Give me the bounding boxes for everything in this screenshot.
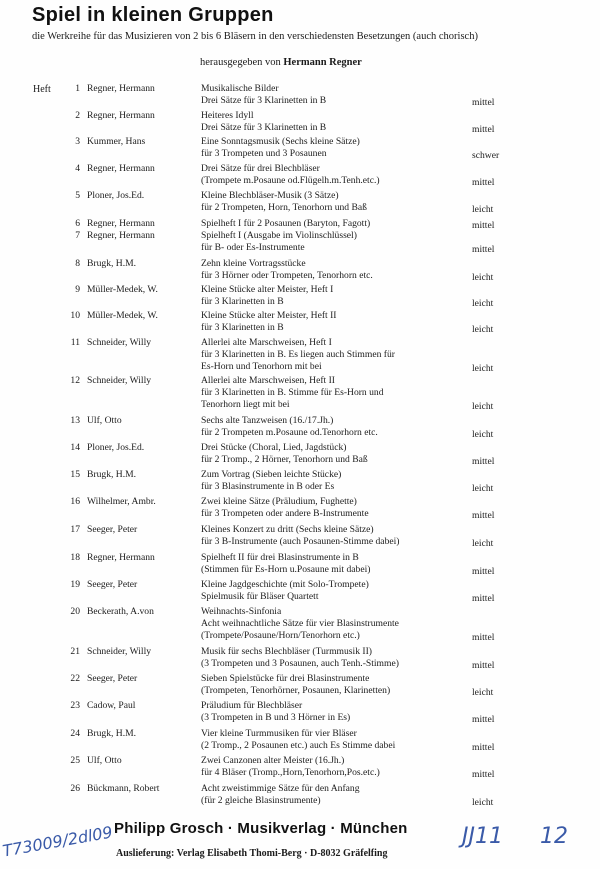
entry-work-line: für B- oder Es-Instrumente bbox=[201, 242, 305, 253]
entry-work bbox=[201, 755, 471, 779]
entry-work bbox=[201, 284, 471, 308]
entry-number: 17 bbox=[70, 524, 80, 535]
entry-work bbox=[201, 728, 471, 752]
entry-composer: Regner, Hermann bbox=[87, 163, 155, 174]
entry-composer: Cadow, Paul bbox=[87, 700, 136, 711]
entry-work-line: für 3 Trompeten und 3 Posaunen bbox=[201, 148, 327, 159]
editor-line bbox=[200, 57, 362, 68]
entry-difficulty: leicht bbox=[472, 687, 494, 698]
entry-number: 26 bbox=[70, 783, 80, 794]
entry-composer: Regner, Hermann bbox=[87, 218, 155, 229]
entry-composer: Müller-Medek, W. bbox=[87, 284, 158, 295]
entry-number: 9 bbox=[75, 284, 80, 295]
entry-composer: Ploner, Jos.Ed. bbox=[87, 190, 145, 201]
entry-work-line: (3 Trompeten und 3 Posaunen, auch Tenh.-Stimme) bbox=[201, 658, 399, 669]
entry-difficulty: leicht bbox=[472, 483, 494, 494]
entry-composer: Regner, Hermann bbox=[87, 230, 155, 241]
entry-number: 4 bbox=[75, 163, 80, 174]
entry-difficulty: mittel bbox=[472, 456, 495, 467]
entry-work-line: Drei Sätze für 3 Klarinetten in B bbox=[201, 95, 327, 106]
publisher-line: Philipp Grosch · Musikverlag · München bbox=[114, 820, 408, 837]
entry-composer: Brugk, H.M. bbox=[87, 469, 137, 480]
entry-work-line: Drei Stücke (Choral, Lied, Jagdstück) bbox=[201, 442, 347, 453]
entry-work bbox=[201, 496, 471, 520]
handwritten-inventory-number: T73009/2dl09 bbox=[1, 822, 115, 861]
entry-work bbox=[201, 230, 471, 254]
entry-work bbox=[201, 579, 471, 603]
entry-number: 18 bbox=[70, 552, 80, 563]
entry-work-line: Eine Sonntagsmusik (Sechs kleine Sätze) bbox=[201, 136, 360, 147]
entry-work-line: Präludium für Blechbläser bbox=[201, 700, 303, 711]
entry-work-line: Weihnachts-Sinfonia bbox=[201, 606, 282, 617]
entry-work bbox=[201, 700, 471, 724]
heft-label: Heft bbox=[33, 84, 51, 95]
entry-number: 1 bbox=[75, 83, 80, 94]
entry-number: 19 bbox=[70, 579, 80, 590]
entry-difficulty: leicht bbox=[472, 363, 494, 374]
entry-composer: Ulf, Otto bbox=[87, 755, 122, 766]
entry-number: 15 bbox=[70, 469, 80, 480]
entry-composer: Beckerath, A.von bbox=[87, 606, 154, 617]
entry-work-line: Kleines Konzert zu dritt (Sechs kleine Sätze) bbox=[201, 524, 374, 535]
entry-work bbox=[201, 258, 471, 282]
entry-composer: Bückmann, Robert bbox=[87, 783, 160, 794]
entry-work-line: Zehn kleine Vortragsstücke bbox=[201, 258, 306, 269]
entry-number: 11 bbox=[70, 337, 80, 348]
entry-work-line: für 3 B-Instrumente (auch Posaunen-Stimme dabei) bbox=[201, 536, 400, 547]
entry-composer: Schneider, Willy bbox=[87, 337, 152, 348]
entry-difficulty: mittel bbox=[472, 244, 495, 255]
entry-work bbox=[201, 163, 471, 187]
entry-difficulty: mittel bbox=[472, 177, 495, 188]
entry-work bbox=[201, 110, 471, 134]
editor-name: Hermann Regner bbox=[283, 57, 362, 68]
entry-work-line: Kleine Stücke alter Meister, Heft I bbox=[201, 284, 334, 295]
entry-composer: Ploner, Jos.Ed. bbox=[87, 442, 145, 453]
entry-work-line: Kleine Stücke alter Meister, Heft II bbox=[201, 310, 337, 321]
entry-composer: Ulf, Otto bbox=[87, 415, 122, 426]
entry-work bbox=[201, 136, 471, 160]
entry-work bbox=[201, 83, 471, 107]
entry-work-line: Spielheft II für drei Blasinstrumente in B bbox=[201, 552, 359, 563]
entry-difficulty: leicht bbox=[472, 204, 494, 215]
entry-work-line: Vier kleine Turmmusiken für vier Bläser bbox=[201, 728, 357, 739]
entry-composer: Brugk, H.M. bbox=[87, 728, 137, 739]
entry-work-line: Spielheft I (Ausgabe im Violinschlüssel) bbox=[201, 230, 357, 241]
entry-composer: Seeger, Peter bbox=[87, 524, 138, 535]
entry-number: 2 bbox=[75, 110, 80, 121]
entry-work-line: (Trompete/Posaune/Horn/Tenorhorn etc.) bbox=[201, 630, 360, 641]
entry-composer: Regner, Hermann bbox=[87, 110, 155, 121]
distribution-line: Auslieferung: Verlag Elisabeth Thomi-Berg · D-8032 Gräfelfing bbox=[116, 848, 388, 859]
entry-difficulty: leicht bbox=[472, 324, 494, 335]
editor-prefix: herausgegeben von bbox=[200, 57, 281, 68]
entry-number: 24 bbox=[70, 728, 80, 739]
entry-composer: Kummer, Hans bbox=[87, 136, 146, 147]
entry-work bbox=[201, 415, 471, 439]
entry-work-line: Es-Horn und Tenorhorn mit bei bbox=[201, 361, 322, 372]
entry-work-line: für 3 Klarinetten in B bbox=[201, 296, 284, 307]
entry-number: 8 bbox=[75, 258, 80, 269]
entry-work-line: für 3 Klarinetten in B bbox=[201, 322, 284, 333]
entry-number: 3 bbox=[75, 136, 80, 147]
entry-number: 13 bbox=[70, 415, 80, 426]
entry-difficulty: mittel bbox=[472, 510, 495, 521]
entry-work-line: für 3 Klarinetten in B. Stimme für Es-Horn und bbox=[201, 387, 384, 398]
entry-work-line: Musikalische Bilder bbox=[201, 83, 279, 94]
entry-work-line: Allerlei alte Marschweisen, Heft I bbox=[201, 337, 332, 348]
entry-difficulty: mittel bbox=[472, 566, 495, 577]
entry-difficulty: mittel bbox=[472, 660, 495, 671]
entry-difficulty: leicht bbox=[472, 401, 494, 412]
entry-work-line: (Stimmen für Es-Horn u.Posaune mit dabei) bbox=[201, 564, 371, 575]
entry-work-line: für 2 Trompeten m.Posaune od.Tenorhorn etc. bbox=[201, 427, 378, 438]
entry-work-line: Heiteres Idyll bbox=[201, 110, 254, 121]
page-title: Spiel in kleinen Gruppen bbox=[32, 4, 274, 26]
entry-work-line: Allerlei alte Marschweisen, Heft II bbox=[201, 375, 335, 386]
entry-number: 16 bbox=[70, 496, 80, 507]
entry-work bbox=[201, 190, 471, 214]
entry-difficulty: mittel bbox=[472, 124, 495, 135]
entry-work-line: Sechs alte Tanzweisen (16./17.Jh.) bbox=[201, 415, 334, 426]
entry-work-line: (3 Trompeten in B und 3 Hörner in Es) bbox=[201, 712, 351, 723]
entry-composer: Müller-Medek, W. bbox=[87, 310, 158, 321]
entry-difficulty: mittel bbox=[472, 97, 495, 108]
entry-number: 23 bbox=[70, 700, 80, 711]
entry-work-line: (2 Tromp., 2 Posaunen etc.) auch Es Stimme dabei bbox=[201, 740, 396, 751]
entry-work-line: für 3 Trompeten oder andere B-Instrumente bbox=[201, 508, 369, 519]
entry-number: 25 bbox=[70, 755, 80, 766]
entry-composer: Wilhelmer, Ambr. bbox=[87, 496, 156, 507]
entry-difficulty: mittel bbox=[472, 714, 495, 725]
entry-number: 12 bbox=[70, 375, 80, 386]
entry-work-line: für 3 Blasinstrumente in B oder Es bbox=[201, 481, 335, 492]
entry-number: 14 bbox=[70, 442, 80, 453]
entry-work-line: Acht zweistimmige Sätze für den Anfang bbox=[201, 783, 360, 794]
entry-work-line: Zwei kleine Sätze (Präludium, Fughette) bbox=[201, 496, 357, 507]
entry-composer: Regner, Hermann bbox=[87, 83, 155, 94]
entry-work-line: für 3 Klarinetten in B. Es liegen auch Stimmen für bbox=[201, 349, 395, 360]
entry-composer: Seeger, Peter bbox=[87, 579, 138, 590]
entry-number: 21 bbox=[70, 646, 80, 657]
entry-work-line: für 2 Tromp., 2 Hörner, Tenorhorn und Baß bbox=[201, 454, 368, 465]
entry-work-line: Kleine Jagdgeschichte (mit Solo-Trompete) bbox=[201, 579, 369, 590]
entry-difficulty: leicht bbox=[472, 298, 494, 309]
entry-work-line: Spielmusik für Bläser Quartett bbox=[201, 591, 319, 602]
entry-difficulty: mittel bbox=[472, 220, 495, 231]
entry-work-line: (für 2 gleiche Blasinstrumente) bbox=[201, 795, 321, 806]
entry-difficulty: mittel bbox=[472, 632, 495, 643]
entry-work-line: (Trompete m.Posaune od.Flügelh.m.Tenh.etc.) bbox=[201, 175, 380, 186]
entry-number: 22 bbox=[70, 673, 80, 684]
entry-work-line: Kleine Blechbläser-Musik (3 Sätze) bbox=[201, 190, 339, 201]
entry-work-line: Spielheft I für 2 Posaunen (Baryton, Fagott) bbox=[201, 218, 371, 229]
entry-composer: Regner, Hermann bbox=[87, 552, 155, 563]
series-description: die Werkreihe für das Musizieren von 2 bis 6 Bläsern in den verschiedensten Besetzungen (auch chorisch) bbox=[32, 31, 478, 42]
entry-work-line: (Trompeten, Tenorhörner, Posaunen, Klarinetten) bbox=[201, 685, 391, 696]
entry-number: 20 bbox=[70, 606, 80, 617]
entry-work-line: Zwei Canzonen alter Meister (16.Jh.) bbox=[201, 755, 345, 766]
entry-difficulty: leicht bbox=[472, 538, 494, 549]
entry-work-line: für 4 Bläser (Tromp.,Horn,Tenorhorn,Pos.etc.) bbox=[201, 767, 380, 778]
entry-work bbox=[201, 606, 471, 642]
entry-difficulty: mittel bbox=[472, 593, 495, 604]
entry-difficulty: mittel bbox=[472, 742, 495, 753]
entry-work bbox=[201, 337, 471, 373]
entry-work bbox=[201, 524, 471, 548]
entry-composer: Schneider, Willy bbox=[87, 646, 152, 657]
entry-work-line: Musik für sechs Blechbläser (Turmmusik II) bbox=[201, 646, 372, 657]
entry-difficulty: leicht bbox=[472, 797, 494, 808]
entry-number: 6 bbox=[75, 218, 80, 229]
entry-number: 5 bbox=[75, 190, 80, 201]
entry-difficulty: leicht bbox=[472, 429, 494, 440]
entry-work bbox=[201, 442, 471, 466]
entry-difficulty: leicht bbox=[472, 272, 494, 283]
entry-composer: Brugk, H.M. bbox=[87, 258, 137, 269]
entry-number: 7 bbox=[75, 230, 80, 241]
entry-work bbox=[201, 375, 471, 411]
entry-composer: Seeger, Peter bbox=[87, 673, 138, 684]
entry-work-line: Drei Sätze für drei Blechbläser bbox=[201, 163, 320, 174]
entry-work bbox=[201, 218, 471, 230]
entry-work-line: für 3 Hörner oder Trompeten, Tenorhorn etc. bbox=[201, 270, 373, 281]
entry-work bbox=[201, 552, 471, 576]
entry-work-line: für 2 Trompeten, Horn, Tenorhorn und Baß bbox=[201, 202, 367, 213]
handwritten-mark: 12 bbox=[540, 824, 568, 849]
entry-work bbox=[201, 673, 471, 697]
entry-number: 10 bbox=[70, 310, 80, 321]
entry-work-line: Sieben Spielstücke für drei Blasinstrumente bbox=[201, 673, 370, 684]
entry-work-line: Tenorhorn liegt mit bei bbox=[201, 399, 290, 410]
entry-composer: Schneider, Willy bbox=[87, 375, 152, 386]
entry-work bbox=[201, 310, 471, 334]
entry-work-line: Drei Sätze für 3 Klarinetten in B bbox=[201, 122, 327, 133]
entry-difficulty: schwer bbox=[472, 150, 500, 161]
entry-work bbox=[201, 783, 471, 807]
handwritten-initials: JJ11 bbox=[462, 824, 503, 849]
entry-work-line: Zum Vortrag (Sieben leichte Stücke) bbox=[201, 469, 342, 480]
entry-work-line: Acht weihnachtliche Sätze für vier Blasinstrumente bbox=[201, 618, 399, 629]
entry-work bbox=[201, 469, 471, 493]
entry-difficulty: mittel bbox=[472, 769, 495, 780]
entry-work bbox=[201, 646, 471, 670]
